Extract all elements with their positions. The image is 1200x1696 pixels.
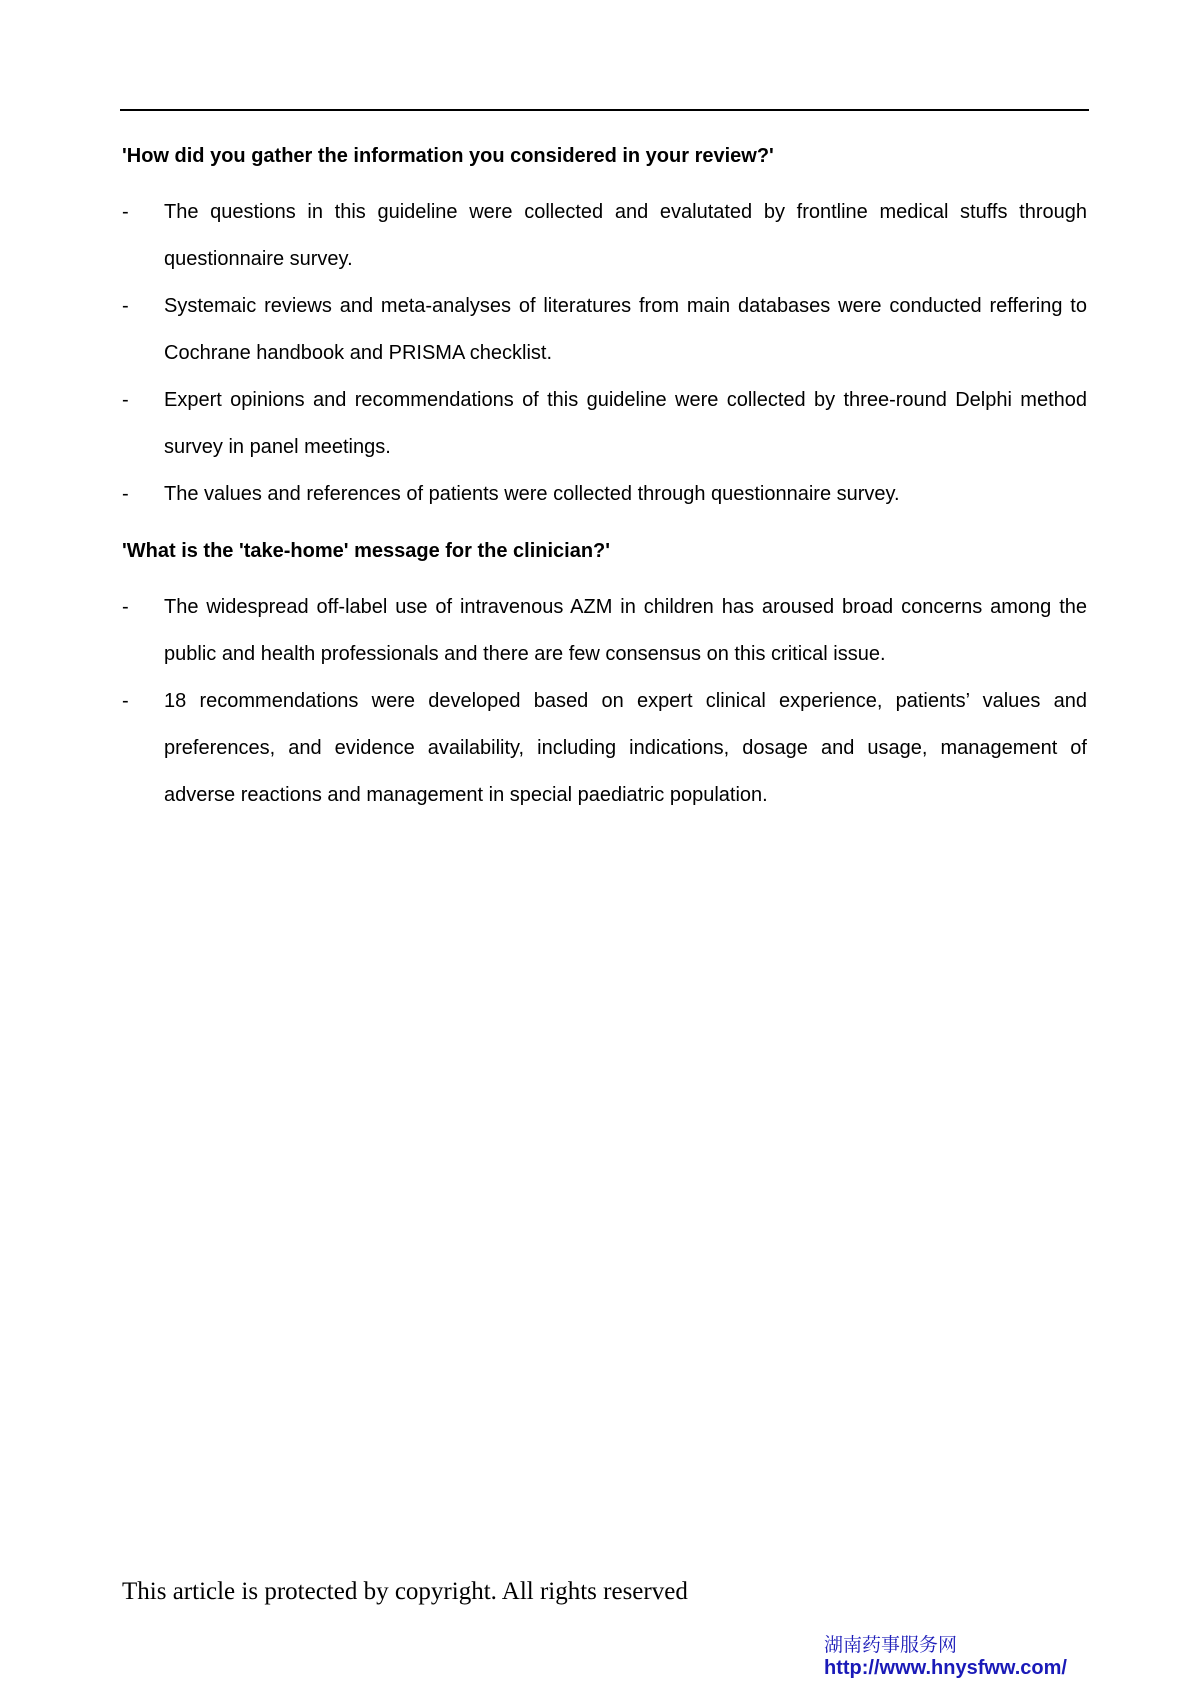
section-gather-information <box>122 141 1087 518</box>
bullet-marker: - <box>122 389 129 411</box>
bullet-text: 18 recommendations were developed based on expert clinical experience, patients’ values and preferences, and evidence availability, including indications, dosage and usage, management of adverse reactions and management in special paediatric population. <box>164 690 1087 806</box>
bullet-item <box>122 377 1087 471</box>
watermark-site-name: 湖南药事服务网 <box>824 1634 958 1656</box>
bullet-marker: - <box>122 201 129 223</box>
bullet-item <box>122 283 1087 377</box>
bullet-marker: - <box>122 483 129 505</box>
section-heading: 'How did you gather the information you considered in your review?' <box>122 145 774 167</box>
site-watermark <box>824 1634 1067 1680</box>
bullet-item <box>122 678 1087 819</box>
header-rule <box>120 109 1089 111</box>
bullet-text: Expert opinions and recommendations of this guideline were collected by three-round Delphi method survey in panel meetings. <box>164 389 1087 458</box>
section-heading: 'What is the 'take-home' message for the clinician?' <box>122 540 611 562</box>
bullet-list <box>122 189 1087 518</box>
bullet-list <box>122 584 1087 819</box>
bullet-text: Systemaic reviews and meta-analyses of literatures from main databases were conducted reffering to Cochrane handbook and PRISMA checklist. <box>164 295 1087 364</box>
bullet-text: The widespread off-label use of intravenous AZM in children has aroused broad concerns among the public and health professionals and there are few consensus on this critical issue. <box>164 596 1087 665</box>
bullet-item <box>122 584 1087 678</box>
bullet-item <box>122 471 1087 518</box>
article-body <box>122 141 1087 837</box>
watermark-url-link[interactable]: http://www.hnysfww.com/ <box>824 1657 1067 1679</box>
copyright-notice: This article is protected by copyright. All rights reserved <box>122 1578 688 1605</box>
bullet-text: The questions in this guideline were collected and evalutated by frontline medical stuffs through questionnaire survey. <box>164 201 1087 270</box>
bullet-marker: - <box>122 690 129 712</box>
bullet-text: The values and references of patients were collected through questionnaire survey. <box>164 483 900 505</box>
bullet-item <box>122 189 1087 283</box>
section-take-home-message <box>122 536 1087 819</box>
bullet-marker: - <box>122 295 129 317</box>
bullet-marker: - <box>122 596 129 618</box>
